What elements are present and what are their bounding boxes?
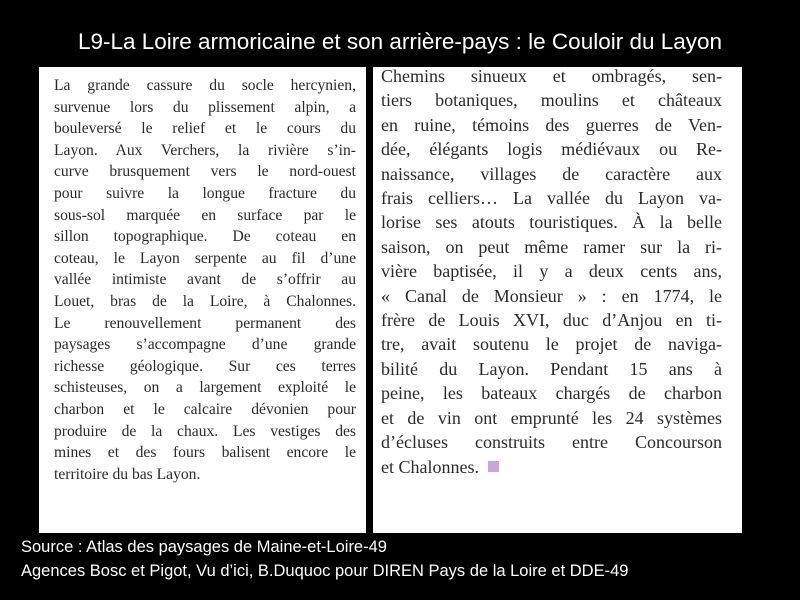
text-line-left-text: schisteuses, on a largement exploité le xyxy=(54,379,356,397)
text-line-right-text: naissance, villages de caractère aux xyxy=(381,163,722,184)
text-line-left-text: sillon topographique. De coteau en xyxy=(54,228,356,246)
text-line-left-text: Layon. Aux Verchers, la rivière s’in- xyxy=(54,141,356,159)
text-line-right-text: lorise ses atouts touristiques. À la belle xyxy=(381,212,722,233)
text-line-left-text: La grande cassure du socle hercynien, xyxy=(54,77,356,94)
text-line-right-text: tiers botaniques, moulins et châteaux xyxy=(381,90,722,111)
text-line-left xyxy=(54,118,356,140)
text-line-left xyxy=(54,140,356,162)
text-line-left-text: territoire du bas Layon. xyxy=(54,465,201,483)
text-line-right-text: tre, avait soutenu le projet de naviga- xyxy=(381,334,722,355)
text-line-right xyxy=(381,210,722,234)
text-line-right xyxy=(381,113,722,137)
text-line-right-text: en ruine, témoins des guerres de Ven- xyxy=(381,114,722,135)
text-line-right xyxy=(381,67,722,88)
text-line-left xyxy=(54,291,356,313)
text-line-left xyxy=(54,377,356,399)
text-line-left-text: vallée intimiste avant de s’offrir au xyxy=(54,271,356,289)
text-line-right-text: et de vin ont emprunté les 24 systèmes xyxy=(381,407,722,428)
text-line-left-text: produire de la chaux. Les vestiges des xyxy=(54,422,356,440)
text-line-right xyxy=(381,186,722,210)
text-line-right-text: d’écluses construits entre Concourson xyxy=(381,432,722,453)
text-line-right xyxy=(381,284,722,308)
text-line-left-text: richesse géologique. Sur ces terres xyxy=(54,357,356,375)
text-column-left xyxy=(54,75,356,485)
text-line-right-text: et Chalonnes. xyxy=(381,456,479,477)
text-line-left-text: Louet, bras de la Loire, à Chalonnes. xyxy=(54,292,356,310)
text-line-left xyxy=(54,75,356,97)
text-line-left-text: coteau, le Layon serpente au fil d’une xyxy=(54,249,356,267)
text-line-right xyxy=(381,357,722,381)
scan-page-left xyxy=(39,67,366,533)
text-line-right-text: dée, élégants logis médiévaux ou Re- xyxy=(381,139,722,160)
text-line-left-text: bouleversé le relief et le cours du xyxy=(54,120,356,138)
text-line-right xyxy=(381,259,722,283)
text-line-left xyxy=(54,161,356,183)
text-line-left xyxy=(54,313,356,335)
text-line-right xyxy=(381,406,722,430)
text-line-left-text: paysages s’accompagne d’une grande xyxy=(54,336,356,354)
text-line-left xyxy=(54,356,356,378)
text-line-right xyxy=(381,455,722,479)
text-column-right xyxy=(381,67,722,479)
text-line-left-text: Le renouvellement permanent des xyxy=(54,314,356,332)
text-line-left-text: survenue lors du plissement alpin, a xyxy=(54,98,356,116)
text-line-right xyxy=(381,162,722,186)
text-line-left xyxy=(54,269,356,291)
text-line-right-text: peine, les bateaux chargés de charbon xyxy=(381,383,722,404)
text-line-right xyxy=(381,235,722,259)
text-line-left xyxy=(54,248,356,270)
text-line-right xyxy=(381,308,722,332)
text-line-left xyxy=(54,183,356,205)
text-line-right-text: « Canal de Monsieur » : en 1774, le xyxy=(381,285,722,306)
text-line-left-text: curve brusquement vers le nord-ouest xyxy=(54,163,356,181)
text-line-left xyxy=(54,97,356,119)
text-line-right xyxy=(381,332,722,356)
text-line-left xyxy=(54,421,356,443)
text-line-right-text: vière baptisée, il y a deux cents ans, xyxy=(381,261,722,282)
slide-title: L9-La Loire armoricaine et son arrière-pays : le Couloir du Layon xyxy=(77,29,723,54)
text-line-left xyxy=(54,464,356,486)
text-line-left xyxy=(54,226,356,248)
text-line-right-text: bilité du Layon. Pendant 15 ans à xyxy=(381,358,722,379)
scan-page-right xyxy=(373,67,742,533)
text-line-left-text: charbon et le calcaire dévonien pour xyxy=(54,400,356,418)
source-caption: Source : Atlas des paysages de Maine-et-Loire-49 xyxy=(21,538,387,556)
text-line-right xyxy=(381,381,722,405)
text-line-left-text: sous-sol marquée en surface par le xyxy=(54,206,356,224)
text-line-left-text: pour suivre la longue fracture du xyxy=(54,184,356,202)
end-of-article-square-icon xyxy=(488,461,499,472)
text-line-right-text: frais celliers… La vallée du Layon va- xyxy=(381,188,722,209)
text-line-left xyxy=(54,442,356,464)
text-line-right-text: saison, on peut même ramer sur la ri- xyxy=(381,236,722,257)
text-line-left xyxy=(54,334,356,356)
text-line-left xyxy=(54,205,356,227)
text-line-left-text: mines et des fours balisent encore le xyxy=(54,444,356,462)
credits-caption: Agences Bosc et Pigot, Vu d’ici, B.Duquoc pour DIREN Pays de la Loire et DDE-49 xyxy=(21,562,629,580)
text-line-right xyxy=(381,430,722,454)
text-line-left xyxy=(54,399,356,421)
text-line-right xyxy=(381,88,722,112)
text-line-right-text: Chemins sinueux et ombragés, sen- xyxy=(381,67,722,86)
text-line-right-text: frère de Louis XVI, duc d’Anjou en ti- xyxy=(381,310,722,331)
text-line-right xyxy=(381,137,722,161)
